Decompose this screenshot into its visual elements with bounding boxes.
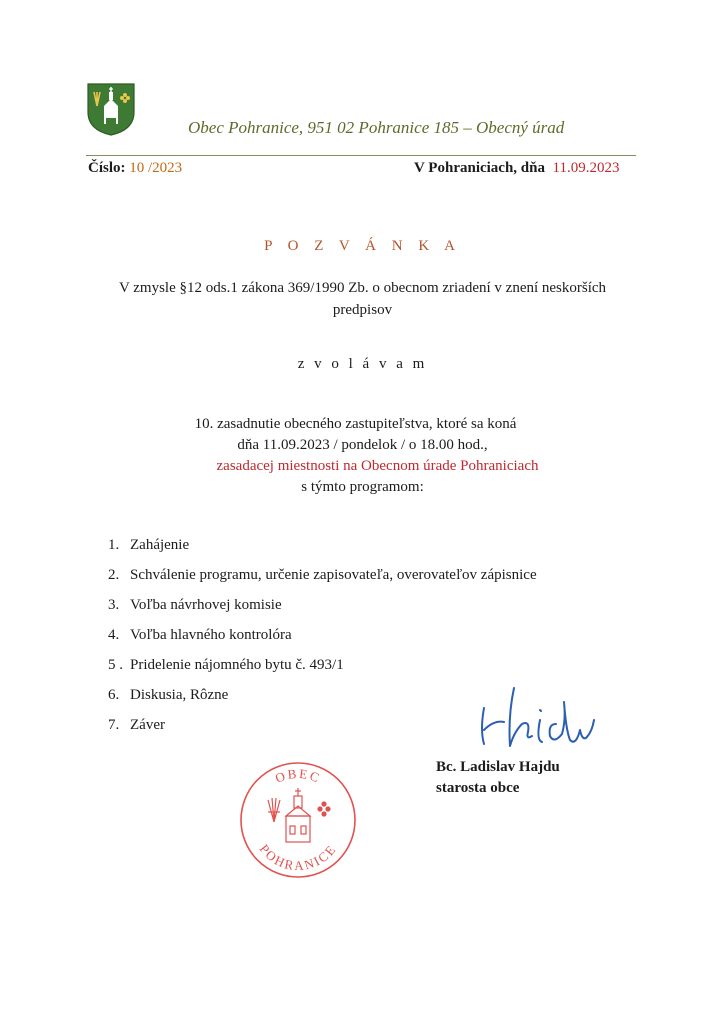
place-date-label: V Pohraniciach, dňa	[414, 160, 545, 176]
agenda-item-text: Záver	[130, 717, 165, 733]
header-divider	[86, 155, 636, 156]
agenda-item-number: 7.	[108, 717, 120, 733]
agenda-item-number: 2.	[108, 567, 120, 583]
agenda-item	[108, 563, 537, 593]
signer-block	[436, 757, 560, 799]
document-title: P O Z V Á N K A	[264, 238, 461, 254]
signer-name: Bc. Ladislav Hajdu	[436, 759, 560, 775]
legal-basis-line-1: V zmysle §12 ods.1 zákona 369/1990 Zb. o obecnom zriadení v znení neskorších	[118, 280, 607, 296]
document-number-label: Číslo:	[88, 160, 126, 176]
coat-of-arms-icon	[86, 82, 136, 136]
agenda-item	[108, 653, 537, 683]
agenda-item-text: Diskusia, Rôzne	[130, 687, 229, 703]
meeting-details	[0, 414, 725, 498]
agenda-item	[108, 593, 537, 623]
agenda-item-text: Pridelenie nájomného bytu č. 493/1	[130, 657, 344, 673]
agenda-item-number: 5 .	[108, 657, 123, 673]
document-number-value: 10 /2023	[129, 160, 183, 176]
agenda-item-number: 3.	[108, 597, 120, 613]
meeting-line-4: s týmto programom:	[301, 479, 424, 495]
signer-role: starosta obce	[436, 780, 520, 796]
legal-basis-line-2: predpisov	[332, 302, 393, 318]
agenda-item	[108, 533, 537, 563]
legal-basis	[0, 277, 725, 321]
office-header: Obec Pohranice, 951 02 Pohranice 185 – Obecný úrad	[188, 118, 565, 137]
agenda-item-text: Voľba hlavného kontrolóra	[130, 627, 292, 643]
agenda-item-number: 1.	[108, 537, 120, 553]
meeting-line-1: 10. zasadnutie obecného zastupiteľstva, ktoré sa koná	[194, 416, 517, 432]
agenda-item	[108, 623, 537, 653]
agenda-item-text: Zahájenie	[130, 537, 190, 553]
handwritten-signature	[470, 680, 610, 755]
meeting-place: zasadacej miestnosti na Obecnom úrade Pohraniciach	[216, 458, 539, 474]
official-stamp	[238, 760, 358, 880]
agenda-item-text: Voľba návrhovej komisie	[130, 597, 282, 613]
stamp-text-bottom: POHRANICE	[256, 841, 340, 874]
agenda-item-number: 4.	[108, 627, 120, 643]
agenda-item-number: 6.	[108, 687, 120, 703]
convene-word: z v o l á v a m	[297, 356, 428, 372]
stamp-text-top: OBEC	[273, 765, 324, 786]
meeting-line-2: dňa 11.09.2023 / pondelok / o 18.00 hod.,	[237, 437, 488, 453]
document-number	[88, 160, 182, 177]
place-and-date	[414, 160, 619, 177]
agenda-item-text: Schválenie programu, určenie zapisovateľa, overovateľov zápisnice	[130, 567, 537, 583]
document-date: 11.09.2023	[552, 160, 620, 176]
